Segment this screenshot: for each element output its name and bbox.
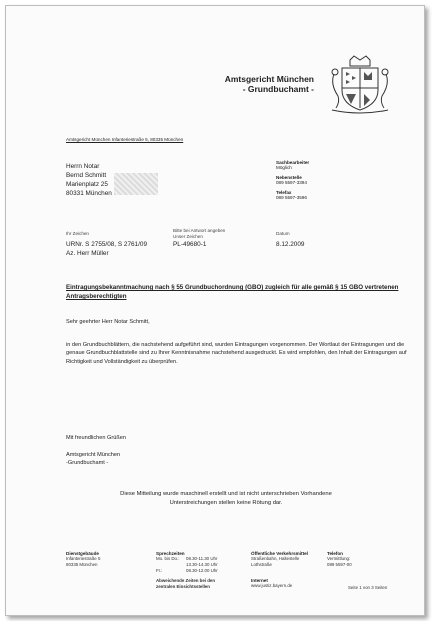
subject-line: Eintragungsbekanntmachung nach § 55 Grundbuchordnung (GBO) zugleich für alle gemäß § 15 GBO vertretenen Antragsberechtigten (66, 284, 399, 300)
redaction-mark (114, 173, 158, 195)
ihr-zeichen-value-2: Az. Herr Müller (66, 250, 109, 257)
footer-phone (327, 551, 352, 568)
telefax-label: Telefax (276, 190, 292, 195)
datum-value: 8.12.2009 (276, 241, 305, 248)
footer-hours (156, 551, 218, 590)
phone-line: Vermittlung: (327, 556, 351, 561)
nebenstelle-label: Nebenstelle (276, 175, 302, 180)
salutation: Sehr geehrter Herr Notar Schmitt, (66, 319, 150, 325)
transport-line: Straßenbahn, Haltestelle (251, 556, 300, 561)
ihr-zeichen-value: URNr. S 2755/08, S 2761/09 (66, 241, 147, 248)
building-line: Infanteriestraße 5 (66, 556, 101, 561)
phone-label: Telefon (327, 551, 343, 556)
sachbearbeiter-label: Sachbearbeiter (276, 160, 310, 165)
recipient-line: 80331 München (66, 190, 112, 197)
sender-name: Amtsgericht München (66, 452, 121, 458)
contact-block (276, 160, 309, 200)
return-address: Amtsgericht München Infanteriestraße 5, 80335 München (66, 137, 184, 142)
closing-greeting: Mit freundlichen Grüßen (66, 435, 127, 441)
letterhead (216, 74, 314, 94)
document-page (5, 5, 425, 616)
recipient-line: Bernd Schmitt (66, 172, 107, 179)
bavarian-coat-of-arms-icon (328, 54, 392, 114)
nebenstelle-value: 089 5597-3394 (276, 180, 307, 185)
footer-transport (251, 551, 308, 589)
building-label: Dienstgebäude (66, 551, 99, 556)
hours-time: 13.30-14.30 Uhr (186, 562, 218, 567)
recipient-line: Marienplatz 25 (66, 181, 108, 188)
sender-department: -Grundbuchamt - (66, 460, 109, 466)
unser-zeichen-labels (173, 228, 225, 239)
machine-notice: Diese Mitteilung wurde maschinell erstellt und ist nicht unterschrieben Vorhandene Unterstreichungen stellen keine Rötung dar. (120, 491, 332, 506)
department-name: - Grundbuchamt - (242, 84, 314, 94)
hours-days: Fr.: (156, 568, 163, 573)
sachbearbeiter-value: Möglich (276, 165, 292, 170)
recipient-address (66, 162, 112, 198)
hours-note: Abweichende Zeiten bei den (156, 578, 216, 583)
court-name: Amtsgericht München (224, 74, 314, 84)
building-line: 80335 München (66, 562, 98, 567)
unser-zeichen-value: PL-49680-1 (173, 241, 207, 248)
hours-row (156, 568, 218, 574)
ihr-zeichen-label: Ihr Zeichen (66, 231, 89, 236)
internet-value: www.justiz.bayern.de (251, 583, 293, 588)
hours-note: zentralen Einsichtsstellen (156, 584, 210, 589)
page-number: Seite 1 von 3 Seiten (348, 585, 388, 590)
hours-time: 08.30-12.00 Uhr (186, 568, 218, 573)
datum-label: Datum (276, 231, 290, 236)
unser-zeichen-label: Unser Zeichen (173, 233, 203, 239)
hours-label: Sprechzeiten (156, 551, 185, 556)
unser-zeichen-hint: Bitte bei Antwort angeben (173, 228, 226, 233)
transport-label: Öffentliche Verkehrsmittel (251, 551, 308, 556)
hours-days: Mo. bis Do.: (156, 556, 180, 561)
internet-label: Internet (251, 578, 268, 583)
footer-building (66, 551, 100, 568)
telefax-value: 089 5597-3596 (276, 195, 307, 200)
phone-line: 089 5597-00 (327, 562, 352, 567)
body-paragraph: in den Grundbuchblättern, die nachstehend aufgeführt sind, wurden Eintragungen vorgenommen. Der Wortlaut der Eintragungen und die genaue Grundbuchblattstelle sind zu Ihrer Kenntnisnahme nachstehend ausgedruckt. Es wird empfohlen, den Inhalt der Eintragungen auf Richtigkeit und Vollständigkeit zu überprüfen. (66, 342, 407, 365)
recipient-line: Herrn Notar (66, 163, 100, 170)
hours-time: 08.30-11.30 Uhr (186, 556, 218, 561)
transport-line: Lothstraße (251, 562, 272, 567)
